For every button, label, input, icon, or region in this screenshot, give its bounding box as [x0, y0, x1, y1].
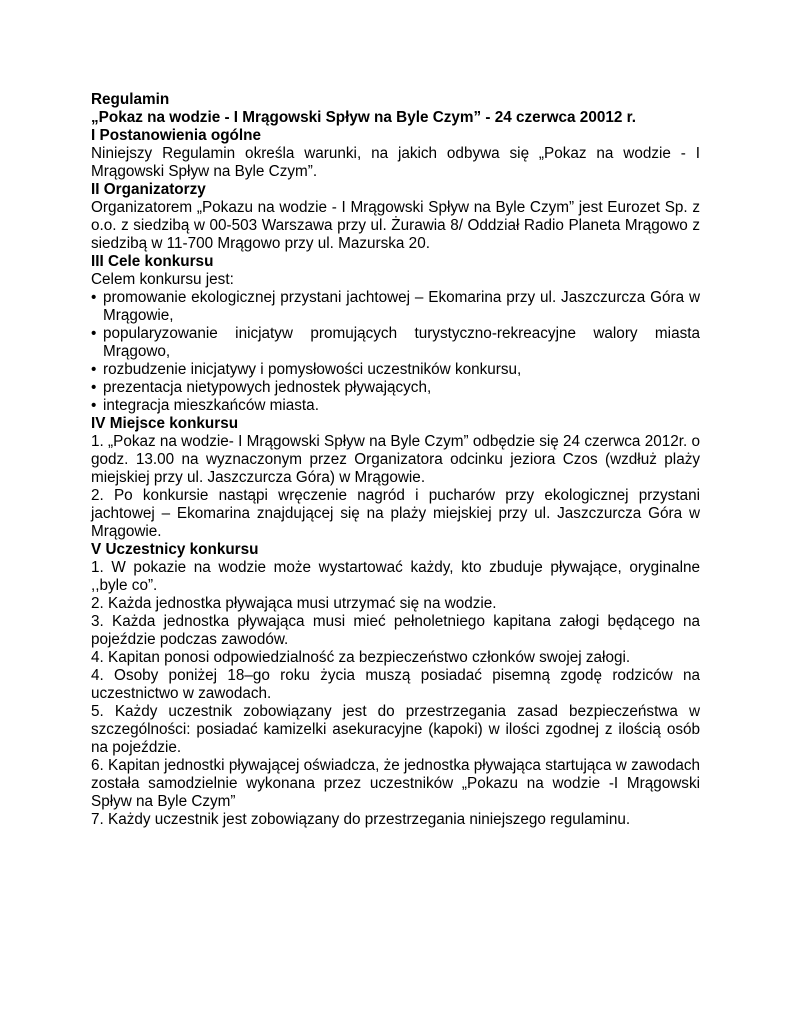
numbered-item: 1. „Pokaz na wodzie- I Mrągowski Spływ na Byle Czym” odbędzie się 24 czerwca 2012r. o godz. 13.00 na wyznaczonym przez Organizatora odcinku jeziora Czos (wzdłuż plaży miejskiej przy ul. Jaszczurcza Góra) w Mrągowie.	[91, 433, 700, 486]
bullet-item	[91, 361, 700, 379]
bullet-text: popularyzowanie inicjatyw promujących turystyczno-rekreacyjne walory miasta Mrągowo,	[103, 325, 700, 360]
section-3-heading: III Cele konkursu	[91, 253, 214, 270]
section-3-intro: Celem konkursu jest:	[91, 271, 234, 288]
section-2-heading: II Organizatorzy	[91, 181, 206, 198]
bullet-text: integracja mieszkańców miasta.	[103, 397, 319, 414]
bullet-text: promowanie ekologicznej przystani jachtowej – Ekomarina przy ul. Jaszczurcza Góra w Mrągowie,	[103, 289, 700, 324]
numbered-item: 2. Każda jednostka pływająca musi utrzymać się na wodzie.	[91, 595, 497, 612]
numbered-item: 4. Kapitan ponosi odpowiedzialność za bezpieczeństwo członków swojej załogi.	[91, 649, 631, 666]
bullet-text: prezentacja nietypowych jednostek pływających,	[103, 379, 432, 396]
document-subtitle: „Pokaz na wodzie - I Mrągowski Spływ na Byle Czym” - 24 czerwca 20012 r.	[91, 109, 636, 126]
section-4-heading: IV Miejsce konkursu	[91, 415, 239, 432]
bullet-item	[91, 289, 700, 325]
section-5-heading: V Uczestnicy konkursu	[91, 541, 259, 558]
numbered-item: 1. W pokazie na wodzie może wystartować każdy, kto zbuduje pływające, oryginalne ,,byle co”.	[91, 559, 700, 594]
numbered-item: 4. Osoby poniżej 18–go roku życia muszą posiadać pisemną zgodę rodziców na uczestnictwo w zawodach.	[91, 667, 700, 702]
numbered-item: 6. Kapitan jednostki pływającej oświadcza, że jednostka pływająca startująca w zawodach została samodzielnie wykonana przez uczestników „Pokazu na wodzie -I Mrągowski Spływ na Byle Czym”	[91, 757, 700, 810]
bullet-icon: •	[91, 325, 97, 342]
bullet-item	[91, 379, 700, 397]
numbered-item: 7. Każdy uczestnik jest zobowiązany do przestrzegania niniejszego regulaminu.	[91, 811, 631, 828]
section-2-text: Organizatorem „Pokazu na wodzie - I Mrągowski Spływ na Byle Czym” jest Eurozet Sp. z o.o. z siedzibą w 00-503 Warszawa przy ul. Żurawia 8/ Oddział Radio Planeta Mrągowo z siedzibą w 11-700 Mrągowo przy ul. Mazurska 20.	[91, 199, 700, 252]
document-title: Regulamin	[91, 91, 170, 108]
bullet-icon: •	[91, 361, 97, 378]
bullet-icon: •	[91, 289, 97, 306]
bullet-icon: •	[91, 379, 97, 396]
bullet-icon: •	[91, 397, 97, 414]
numbered-item: 5. Każdy uczestnik zobowiązany jest do przestrzegania zasad bezpieczeństwa w szczególności: posiadać kamizelki asekuracyjne (kapoki) w ilości zgodnej z ilością osób na pojeździe.	[91, 703, 700, 756]
document-body	[91, 91, 700, 829]
numbered-item: 2. Po konkursie nastąpi wręczenie nagród i pucharów przy ekologicznej przystani jachtowej – Ekomarina znajdującej się na plaży miejskiej przy ul. Jaszczurcza Góra w Mrągowie.	[91, 487, 700, 540]
numbered-item: 3. Każda jednostka pływająca musi mieć pełnoletniego kapitana załogi będącego na pojeździe podczas zawodów.	[91, 613, 700, 648]
bullet-item	[91, 325, 700, 361]
section-1-text: Niniejszy Regulamin określa warunki, na jakich odbywa się „Pokaz na wodzie - I Mrągowski Spływ na Byle Czym”.	[91, 145, 700, 180]
bullet-text: rozbudzenie inicjatywy i pomysłowości uczestników konkursu,	[103, 361, 522, 378]
section-1-heading: I Postanowienia ogólne	[91, 127, 261, 144]
bullet-item	[91, 397, 700, 415]
